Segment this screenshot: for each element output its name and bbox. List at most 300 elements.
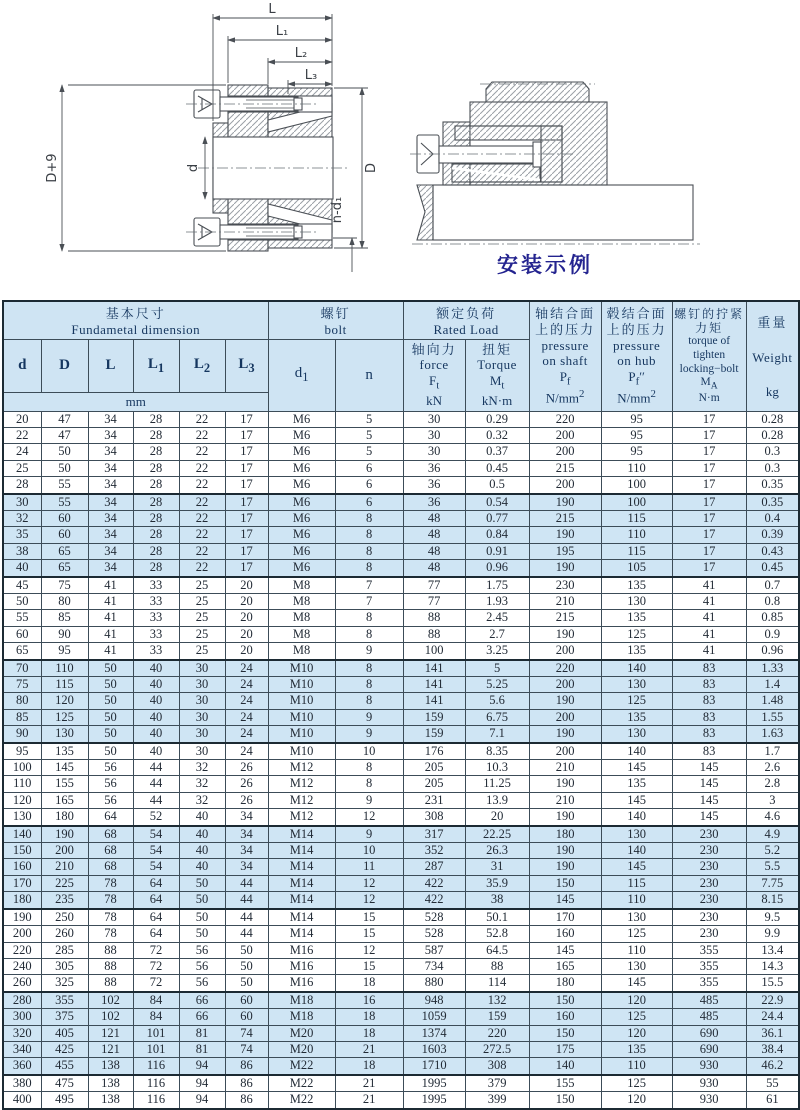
table-row xyxy=(3,942,799,958)
table-cell: 6 xyxy=(335,460,403,476)
spec-table-area xyxy=(2,300,798,1110)
table-cell: 225 xyxy=(41,875,88,891)
table-cell: 190 xyxy=(529,776,601,792)
table-cell: 20 xyxy=(225,626,268,642)
table-cell: 83 xyxy=(672,743,746,760)
table-cell: 210 xyxy=(41,859,88,875)
table-cell: 160 xyxy=(3,859,41,875)
table-cell: 50 xyxy=(88,677,133,693)
table-cell: 110 xyxy=(601,1058,672,1075)
table-cell: 190 xyxy=(529,809,601,826)
table-cell: 145 xyxy=(529,942,601,958)
table-cell: 61 xyxy=(746,1092,799,1109)
table-row xyxy=(3,543,799,559)
table-row xyxy=(3,643,799,660)
table-cell: 485 xyxy=(672,1009,746,1025)
table-cell: 138 xyxy=(88,1092,133,1109)
table-cell: 110 xyxy=(601,942,672,958)
table-cell: 190 xyxy=(3,909,41,926)
table-cell: 24 xyxy=(225,726,268,743)
table-cell: 88 xyxy=(403,610,465,626)
table-cell: 0.84 xyxy=(465,527,529,543)
table-cell: 5.2 xyxy=(746,843,799,859)
table-cell: 140 xyxy=(529,1058,601,1075)
table-cell: 83 xyxy=(672,677,746,693)
dim-label-L: L xyxy=(268,2,276,17)
table-cell: 34 xyxy=(88,527,133,543)
table-cell: 24 xyxy=(225,743,268,760)
table-cell: 125 xyxy=(601,926,672,942)
table-cell: 145 xyxy=(601,760,672,776)
table-row xyxy=(3,593,799,609)
table-cell: 8 xyxy=(335,677,403,693)
table-cell: 32 xyxy=(179,792,225,808)
table-cell: 215 xyxy=(529,510,601,526)
table-cell: 44 xyxy=(225,892,268,909)
table-cell: 94 xyxy=(179,1092,225,1109)
table-cell: 88 xyxy=(88,958,133,974)
table-cell: 155 xyxy=(41,776,88,792)
table-cell: 72 xyxy=(133,975,179,992)
table-cell: 70 xyxy=(3,660,41,677)
table-cell: 1.4 xyxy=(746,677,799,693)
table-cell: 10 xyxy=(335,743,403,760)
table-cell: 308 xyxy=(403,809,465,826)
table-cell: 230 xyxy=(672,859,746,875)
table-cell: 1.7 xyxy=(746,743,799,760)
table-cell: M14 xyxy=(268,859,335,875)
table-cell: 930 xyxy=(672,1058,746,1075)
table-cell: 130 xyxy=(601,909,672,926)
table-cell: M6 xyxy=(268,427,335,443)
table-cell: 260 xyxy=(3,975,41,992)
table-cell: 24 xyxy=(225,693,268,709)
table-cell: M10 xyxy=(268,693,335,709)
table-cell: M22 xyxy=(268,1058,335,1075)
table-cell: 24 xyxy=(225,677,268,693)
table-cell: 1.48 xyxy=(746,693,799,709)
table-cell: 102 xyxy=(88,1009,133,1025)
table-row xyxy=(3,660,799,677)
table-cell: 20 xyxy=(225,577,268,594)
table-cell: 14.3 xyxy=(746,958,799,974)
table-cell: 22 xyxy=(179,460,225,476)
table-cell: 317 xyxy=(403,826,465,843)
table-cell: 38 xyxy=(465,892,529,909)
table-cell: 33 xyxy=(133,593,179,609)
table-cell: 190 xyxy=(529,693,601,709)
table-cell: 145 xyxy=(672,776,746,792)
table-cell: 41 xyxy=(88,643,133,660)
table-cell: 78 xyxy=(88,892,133,909)
table-cell: 2.6 xyxy=(746,760,799,776)
table-cell: 475 xyxy=(41,1075,88,1092)
table-cell: M10 xyxy=(268,743,335,760)
table-row xyxy=(3,693,799,709)
table-cell: 25 xyxy=(179,577,225,594)
table-cell: 17 xyxy=(225,543,268,559)
table-cell: 0.35 xyxy=(746,494,799,511)
table-cell: 7.1 xyxy=(465,726,529,743)
table-cell: 95 xyxy=(601,427,672,443)
table-cell: 120 xyxy=(601,1025,672,1041)
table-cell: 422 xyxy=(403,875,465,891)
table-row xyxy=(3,843,799,859)
table-cell: 64.5 xyxy=(465,942,529,958)
table-cell: 38 xyxy=(3,543,41,559)
table-cell: 22 xyxy=(179,543,225,559)
table-cell: 0.3 xyxy=(746,460,799,476)
table-cell: 140 xyxy=(601,843,672,859)
table-cell: 32 xyxy=(3,510,41,526)
header-tighten-torque: 螺钉的拧紧 力矩 torque of tighten locking−bolt $M_A$ N·m xyxy=(672,301,746,411)
table-cell: 17 xyxy=(672,477,746,494)
table-cell: 17 xyxy=(672,543,746,559)
table-cell: 380 xyxy=(3,1075,41,1092)
table-cell: 28 xyxy=(133,494,179,511)
table-cell: 20 xyxy=(225,643,268,660)
table-cell: M10 xyxy=(268,677,335,693)
table-cell: 12 xyxy=(335,942,403,958)
table-row xyxy=(3,1009,799,1025)
table-row xyxy=(3,859,799,875)
table-cell: 200 xyxy=(529,477,601,494)
table-cell: 88 xyxy=(465,958,529,974)
table-cell: 230 xyxy=(529,577,601,594)
table-cell: 15 xyxy=(335,909,403,926)
table-cell: 48 xyxy=(403,510,465,526)
table-row xyxy=(3,411,799,427)
table-cell: 20 xyxy=(465,809,529,826)
table-cell: 135 xyxy=(601,709,672,725)
table-cell: 88 xyxy=(88,942,133,958)
table-cell: 405 xyxy=(41,1025,88,1041)
table-cell: 135 xyxy=(601,1041,672,1057)
table-cell: 34 xyxy=(88,444,133,460)
table-cell: 86 xyxy=(225,1058,268,1075)
table-cell: 7.75 xyxy=(746,875,799,891)
table-cell: 90 xyxy=(3,726,41,743)
table-cell: 159 xyxy=(465,1009,529,1025)
table-cell: 30 xyxy=(179,743,225,760)
table-cell: 190 xyxy=(529,626,601,642)
table-cell: M6 xyxy=(268,527,335,543)
table-cell: 0.3 xyxy=(746,444,799,460)
table-cell: 17 xyxy=(672,494,746,511)
table-cell: 120 xyxy=(3,792,41,808)
table-cell: 230 xyxy=(672,926,746,942)
table-cell: 115 xyxy=(601,543,672,559)
table-cell: 7 xyxy=(335,577,403,594)
table-row xyxy=(3,1058,799,1075)
table-cell: 205 xyxy=(403,776,465,792)
table-cell: 22 xyxy=(179,411,225,427)
table-cell: 75 xyxy=(3,677,41,693)
table-cell: M14 xyxy=(268,875,335,891)
table-cell: M16 xyxy=(268,975,335,992)
table-cell: 22 xyxy=(3,427,41,443)
table-cell: 56 xyxy=(179,942,225,958)
table-cell: 18 xyxy=(335,1025,403,1041)
table-cell: 130 xyxy=(601,726,672,743)
table-cell: 2.7 xyxy=(465,626,529,642)
table-cell: 285 xyxy=(41,942,88,958)
table-cell: 44 xyxy=(225,926,268,942)
table-cell: 44 xyxy=(133,776,179,792)
table-cell: 734 xyxy=(403,958,465,974)
table-cell: 64 xyxy=(133,909,179,926)
table-cell: 26 xyxy=(225,776,268,792)
table-cell: M14 xyxy=(268,826,335,843)
table-cell: 135 xyxy=(601,577,672,594)
table-cell: 81 xyxy=(179,1025,225,1041)
table-cell: 4.9 xyxy=(746,826,799,843)
table-cell: 8.15 xyxy=(746,892,799,909)
table-cell: 5.25 xyxy=(465,677,529,693)
table-cell: M14 xyxy=(268,843,335,859)
table-cell: 25 xyxy=(3,460,41,476)
table-row xyxy=(3,958,799,974)
table-cell: 28 xyxy=(133,527,179,543)
table-cell: 8 xyxy=(335,510,403,526)
table-cell: 101 xyxy=(133,1025,179,1041)
table-cell: M6 xyxy=(268,460,335,476)
table-cell: 0.54 xyxy=(465,494,529,511)
table-cell: 50 xyxy=(179,875,225,891)
table-cell: 64 xyxy=(133,875,179,891)
table-cell: 12 xyxy=(335,809,403,826)
table-cell: 280 xyxy=(3,992,41,1009)
table-cell: 72 xyxy=(133,958,179,974)
header-rated-load: 额定负荷 Rated Load xyxy=(403,301,529,339)
unit-mm: mm xyxy=(3,392,268,411)
table-cell: 0.5 xyxy=(465,477,529,494)
table-cell: 54 xyxy=(133,826,179,843)
table-cell: 78 xyxy=(88,875,133,891)
table-cell: 5 xyxy=(335,411,403,427)
table-cell: 41 xyxy=(672,593,746,609)
header-basic-dimension: 基本尺寸 Fundametal dimension xyxy=(3,301,268,339)
table-cell: 15 xyxy=(335,926,403,942)
table-cell: 1710 xyxy=(403,1058,465,1075)
table-cell: 100 xyxy=(403,643,465,660)
drawing-area xyxy=(0,0,800,300)
table-cell: 5 xyxy=(335,444,403,460)
table-cell: 34 xyxy=(88,411,133,427)
table-cell: 125 xyxy=(601,693,672,709)
table-cell: 220 xyxy=(3,942,41,958)
table-cell: 120 xyxy=(601,992,672,1009)
table-cell: 95 xyxy=(3,743,41,760)
table-cell: 190 xyxy=(41,826,88,843)
table-cell: 690 xyxy=(672,1025,746,1041)
table-cell: 101 xyxy=(133,1041,179,1057)
table-row xyxy=(3,875,799,891)
table-cell: 40 xyxy=(133,726,179,743)
table-cell: 17 xyxy=(672,411,746,427)
table-cell: 200 xyxy=(529,427,601,443)
table-cell: 125 xyxy=(41,709,88,725)
table-cell: 120 xyxy=(601,1092,672,1109)
table-cell: 2.45 xyxy=(465,610,529,626)
table-cell: 95 xyxy=(601,411,672,427)
table-cell: 230 xyxy=(672,826,746,843)
header-pressure-hub: 毂结合面 上的压力 pressure on hub $P_f''$ $N/mm^2$ xyxy=(601,301,672,411)
table-cell: M6 xyxy=(268,510,335,526)
table-cell: 52 xyxy=(133,809,179,826)
table-cell: 32 xyxy=(179,760,225,776)
table-cell: 0.96 xyxy=(465,560,529,577)
table-row xyxy=(3,892,799,909)
table-cell: 36 xyxy=(403,460,465,476)
table-cell: 17 xyxy=(672,510,746,526)
table-cell: 352 xyxy=(403,843,465,859)
table-cell: 528 xyxy=(403,909,465,926)
header-weight: 重量 Weight kg xyxy=(746,301,799,411)
table-cell: 30 xyxy=(179,726,225,743)
table-row xyxy=(3,510,799,526)
table-cell: 88 xyxy=(403,626,465,642)
table-cell: 130 xyxy=(601,593,672,609)
table-cell: 0.28 xyxy=(746,427,799,443)
table-cell: 56 xyxy=(88,792,133,808)
table-row xyxy=(3,427,799,443)
table-cell: 9.9 xyxy=(746,926,799,942)
table-cell: M14 xyxy=(268,926,335,942)
table-cell: 25 xyxy=(179,626,225,642)
table-cell: 200 xyxy=(529,444,601,460)
table-cell: 77 xyxy=(403,593,465,609)
table-cell: 40 xyxy=(3,560,41,577)
table-cell: 110 xyxy=(41,660,88,677)
table-cell: 0.7 xyxy=(746,577,799,594)
table-cell: 74 xyxy=(225,1041,268,1057)
table-cell: 50 xyxy=(179,909,225,926)
table-cell: 50 xyxy=(179,892,225,909)
table-row xyxy=(3,992,799,1009)
table-cell: M14 xyxy=(268,892,335,909)
table-cell: 125 xyxy=(601,1009,672,1025)
table-cell: 125 xyxy=(601,1075,672,1092)
table-cell: 6 xyxy=(335,477,403,494)
table-cell: 230 xyxy=(672,875,746,891)
table-cell: 485 xyxy=(672,992,746,1009)
table-cell: 46.2 xyxy=(746,1058,799,1075)
table-row xyxy=(3,1075,799,1092)
table-cell: M18 xyxy=(268,1009,335,1025)
table-row xyxy=(3,726,799,743)
dim-label-d: d xyxy=(186,163,201,173)
table-cell: 170 xyxy=(3,875,41,891)
table-cell: 115 xyxy=(41,677,88,693)
table-cell: 150 xyxy=(3,843,41,859)
technical-drawing xyxy=(0,0,800,300)
table-cell: 84 xyxy=(133,992,179,1009)
table-cell: 3 xyxy=(746,792,799,808)
table-cell: 85 xyxy=(3,709,41,725)
table-cell: M18 xyxy=(268,992,335,1009)
table-cell: 180 xyxy=(529,975,601,992)
table-cell: 17 xyxy=(225,444,268,460)
table-cell: 50 xyxy=(41,444,88,460)
table-cell: 25 xyxy=(179,593,225,609)
table-cell: 215 xyxy=(529,610,601,626)
dim-label-Dg: D+9 xyxy=(45,153,60,183)
table-cell: 220 xyxy=(465,1025,529,1041)
table-cell: 15 xyxy=(335,958,403,974)
table-cell: 21 xyxy=(335,1041,403,1057)
table-cell: 83 xyxy=(672,726,746,743)
table-cell: 220 xyxy=(529,411,601,427)
table-cell: 165 xyxy=(529,958,601,974)
table-cell: 95 xyxy=(41,643,88,660)
table-cell: 22 xyxy=(179,527,225,543)
table-cell: 40 xyxy=(179,809,225,826)
table-cell: 110 xyxy=(3,776,41,792)
col-d: d xyxy=(3,339,41,392)
table-cell: 17 xyxy=(672,527,746,543)
table-cell: 28 xyxy=(133,411,179,427)
table-cell: 40 xyxy=(179,843,225,859)
col-force: 轴向力 force $F_t$ kN xyxy=(403,339,465,411)
table-cell: 40 xyxy=(133,677,179,693)
table-cell: 180 xyxy=(41,809,88,826)
table-cell: 85 xyxy=(41,610,88,626)
table-cell: 41 xyxy=(88,610,133,626)
table-cell: 230 xyxy=(672,909,746,926)
table-cell: 68 xyxy=(88,843,133,859)
table-cell: 0.77 xyxy=(465,510,529,526)
table-cell: M12 xyxy=(268,792,335,808)
table-cell: 145 xyxy=(672,760,746,776)
table-cell: 690 xyxy=(672,1041,746,1057)
table-cell: 250 xyxy=(41,909,88,926)
table-cell: 135 xyxy=(601,610,672,626)
table-cell: 28 xyxy=(133,477,179,494)
table-cell: 0.32 xyxy=(465,427,529,443)
table-cell: 11 xyxy=(335,859,403,875)
table-cell: 130 xyxy=(601,958,672,974)
table-cell: 48 xyxy=(403,527,465,543)
table-cell: 455 xyxy=(41,1058,88,1075)
table-row xyxy=(3,626,799,642)
table-cell: 355 xyxy=(41,992,88,1009)
table-cell: M6 xyxy=(268,444,335,460)
table-cell: 60 xyxy=(3,626,41,642)
table-cell: 74 xyxy=(225,1025,268,1041)
table-cell: 25 xyxy=(179,610,225,626)
table-cell: 17 xyxy=(672,560,746,577)
table-cell: 200 xyxy=(41,843,88,859)
table-cell: 34 xyxy=(225,826,268,843)
table-cell: 132 xyxy=(465,992,529,1009)
table-row xyxy=(3,1025,799,1041)
table-cell: 20 xyxy=(225,610,268,626)
table-cell: 180 xyxy=(529,826,601,843)
table-cell: 64 xyxy=(88,809,133,826)
table-cell: 47 xyxy=(41,411,88,427)
table-cell: 17 xyxy=(672,427,746,443)
table-cell: 86 xyxy=(225,1092,268,1109)
table-cell: M6 xyxy=(268,494,335,511)
table-cell: 35 xyxy=(3,527,41,543)
table-cell: 145 xyxy=(529,892,601,909)
table-cell: 425 xyxy=(41,1041,88,1057)
table-cell: 0.45 xyxy=(746,560,799,577)
table-cell: 86 xyxy=(225,1075,268,1092)
table-cell: 355 xyxy=(672,942,746,958)
table-cell: M10 xyxy=(268,726,335,743)
